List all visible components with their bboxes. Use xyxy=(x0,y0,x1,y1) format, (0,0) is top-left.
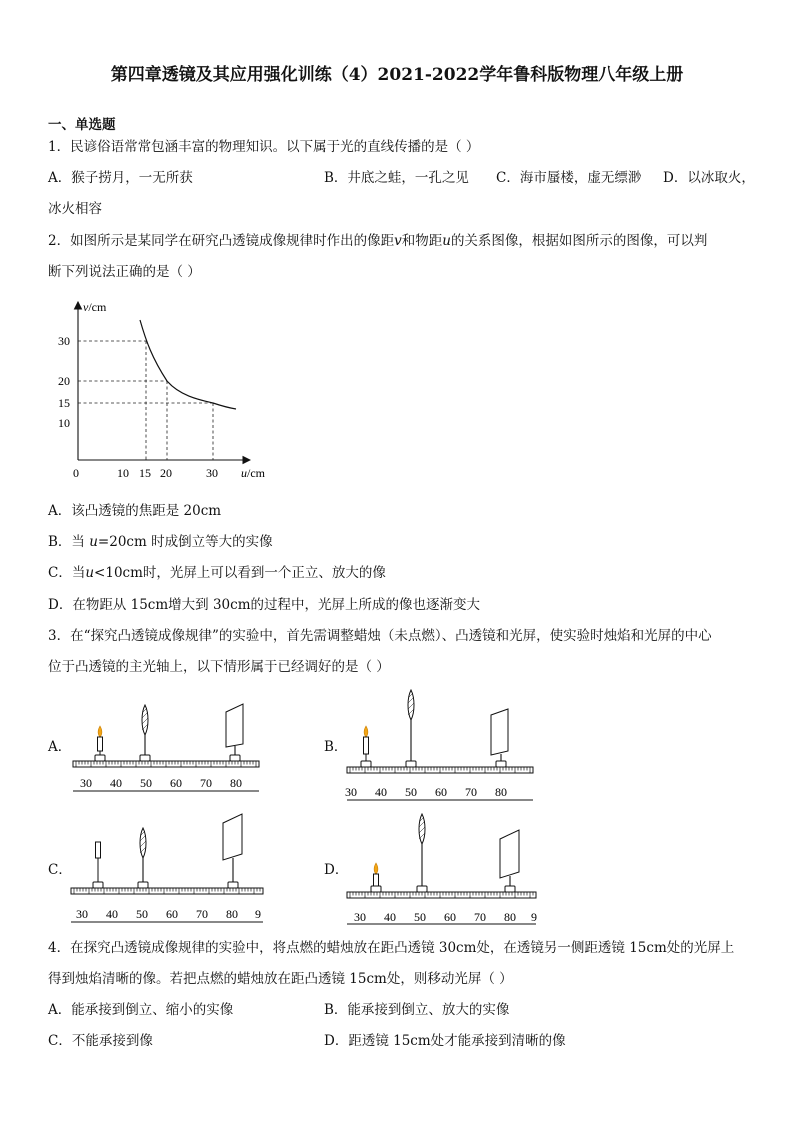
ruler-label: 40 xyxy=(110,776,122,790)
question-3-option-d[interactable]: D． xyxy=(324,862,349,878)
x-axis-label: u/cm xyxy=(241,466,265,480)
question-1-option-b[interactable]: B．井底之蛙，一孔之见 xyxy=(324,170,469,186)
ruler-label: 70 xyxy=(200,776,212,790)
ruler-label: 9 xyxy=(255,907,261,921)
question-2-stem-line1: 2．如图所示是某同学在研究凸透镜成像规律时作出的像距v和物距u的关系图像，根据如图所示的图像，可以判 xyxy=(48,233,708,249)
candle-holder xyxy=(371,886,381,892)
convex-lens-icon xyxy=(419,814,425,844)
question-1-option-a[interactable]: A．猴子捞月，一无所获 xyxy=(48,170,193,186)
question-2-option-b[interactable]: B．当 u=20cm 时成倒立等大的实像 xyxy=(48,534,273,550)
question-1-option-d-continuation: 冰火相容 xyxy=(48,201,102,217)
y-axis-label: v/cm xyxy=(83,300,107,314)
optical-bench-a xyxy=(70,695,264,795)
x-tick-label: 15 xyxy=(139,466,151,480)
x-tick-label: 30 xyxy=(206,466,218,480)
candle-icon xyxy=(98,737,103,751)
y-tick-label: 15 xyxy=(58,396,70,410)
ruler-label: 50 xyxy=(414,910,426,924)
lens-holder xyxy=(417,886,427,892)
lens-holder xyxy=(138,882,148,888)
ruler-label: 30 xyxy=(345,785,357,799)
convex-lens-icon xyxy=(142,705,148,735)
question-3-option-b[interactable]: B． xyxy=(324,739,348,755)
ruler-label: 70 xyxy=(474,910,486,924)
candle-holder xyxy=(93,882,103,888)
ruler-label: 80 xyxy=(226,907,238,921)
candle-flame-icon xyxy=(98,726,102,737)
screen-holder xyxy=(228,882,238,888)
candle-icon xyxy=(96,842,101,858)
convex-lens-icon xyxy=(408,690,414,720)
ruler-label: 60 xyxy=(166,907,178,921)
question-2-option-a[interactable]: A．该凸透镜的焦距是 20cm xyxy=(48,503,222,519)
question-3-stem-line1: 3．在“探究凸透镜成像规律”的实验中，首先需调整蜡烛（未点燃）、凸透镜和光屏，使实验时烛焰和光屏的中心 xyxy=(48,628,712,644)
optical-bench-rail xyxy=(347,892,536,898)
candle-holder xyxy=(95,755,105,761)
screen-holder xyxy=(230,755,240,761)
candle-flame-icon xyxy=(374,863,378,874)
question-4-stem-line2: 得到烛焰清晰的像。若把点燃的蜡烛放在距凸透镜 15cm处，则移动光屏（ ） xyxy=(48,971,513,987)
ruler-label: 50 xyxy=(136,907,148,921)
optical-bench-b xyxy=(344,688,536,804)
x-tick-label: 10 xyxy=(117,466,129,480)
ruler-label: 40 xyxy=(375,785,387,799)
convex-lens-icon xyxy=(140,828,146,858)
question-2-stem-line2: 断下列说法正确的是（ ） xyxy=(48,264,201,280)
screen-holder xyxy=(496,761,506,767)
screen-holder xyxy=(505,886,515,892)
optical-bench-c xyxy=(68,810,268,930)
candle-holder xyxy=(361,761,371,767)
light-screen-icon xyxy=(491,709,508,755)
question-4-option-b[interactable]: B．能承接到倒立、放大的实像 xyxy=(324,1002,510,1018)
candle-flame-icon xyxy=(364,726,368,737)
ruler-label: 50 xyxy=(140,776,152,790)
question-3-option-a[interactable]: A． xyxy=(48,739,72,755)
ruler-label: 80 xyxy=(230,776,242,790)
y-tick-label: 30 xyxy=(58,334,70,348)
ruler-label: 40 xyxy=(106,907,118,921)
question-4-option-d[interactable]: D．距透镜 15cm处才能承接到清晰的像 xyxy=(324,1033,566,1049)
v-u-curve xyxy=(140,320,236,409)
lens-holder xyxy=(406,761,416,767)
ruler-label: 9 xyxy=(531,910,537,924)
ruler-label: 80 xyxy=(495,785,507,799)
image-distance-graph xyxy=(50,296,290,486)
question-1-stem: 1．民谚俗语常常包涵丰富的物理知识。以下属于光的直线传播的是（ ） xyxy=(48,139,480,155)
question-3-option-c[interactable]: C． xyxy=(48,862,72,878)
section-heading: 一、单选题 xyxy=(48,117,116,133)
candle-icon xyxy=(364,737,369,754)
ruler-label: 50 xyxy=(405,785,417,799)
light-screen-icon xyxy=(223,814,242,860)
question-4-stem-line1: 4．在探究凸透镜成像规律的实验中，将点燃的蜡烛放在距凸透镜 30cm处，在透镜另一侧距透镜 15cm处的光屏上 xyxy=(48,940,735,956)
ruler-label: 30 xyxy=(80,776,92,790)
question-4-option-a[interactable]: A．能承接到倒立、缩小的实像 xyxy=(48,1002,234,1018)
lens-holder xyxy=(140,755,150,761)
question-2-option-c[interactable]: C．当u<10cm时，光屏上可以看到一个正立、放大的像 xyxy=(48,565,386,581)
ruler-label: 30 xyxy=(76,907,88,921)
ruler-label: 60 xyxy=(170,776,182,790)
ruler-label: 30 xyxy=(354,910,366,924)
ruler-label: 60 xyxy=(444,910,456,924)
question-4-option-c[interactable]: C．不能承接到像 xyxy=(48,1033,153,1049)
ruler-label: 80 xyxy=(504,910,516,924)
ruler-label: 60 xyxy=(435,785,447,799)
light-screen-icon xyxy=(500,830,519,878)
x-tick-label: 20 xyxy=(160,466,172,480)
ruler-label: 70 xyxy=(196,907,208,921)
ruler-label: 40 xyxy=(384,910,396,924)
question-1-option-d[interactable]: D．以冰取火， xyxy=(663,170,755,186)
ruler-label: 70 xyxy=(465,785,477,799)
y-tick-label: 20 xyxy=(58,374,70,388)
page-title: 第四章透镜及其应用强化训练（4）2021-2022学年鲁科版物理八年级上册 xyxy=(110,65,684,85)
origin-label: 0 xyxy=(73,466,79,480)
question-3-stem-line2: 位于凸透镜的主光轴上，以下情形属于已经调好的是（ ） xyxy=(48,659,390,675)
optical-bench-d xyxy=(344,810,540,930)
dashed-guides xyxy=(78,341,213,460)
light-screen-icon xyxy=(226,704,243,747)
question-2-option-d[interactable]: D．在物距从 15cm增大到 30cm的过程中，光屏上所成的像也逐渐变大 xyxy=(48,597,480,613)
y-tick-label: 10 xyxy=(58,416,70,430)
question-1-option-c[interactable]: C．海市蜃楼，虚无缥渺 xyxy=(496,170,642,186)
